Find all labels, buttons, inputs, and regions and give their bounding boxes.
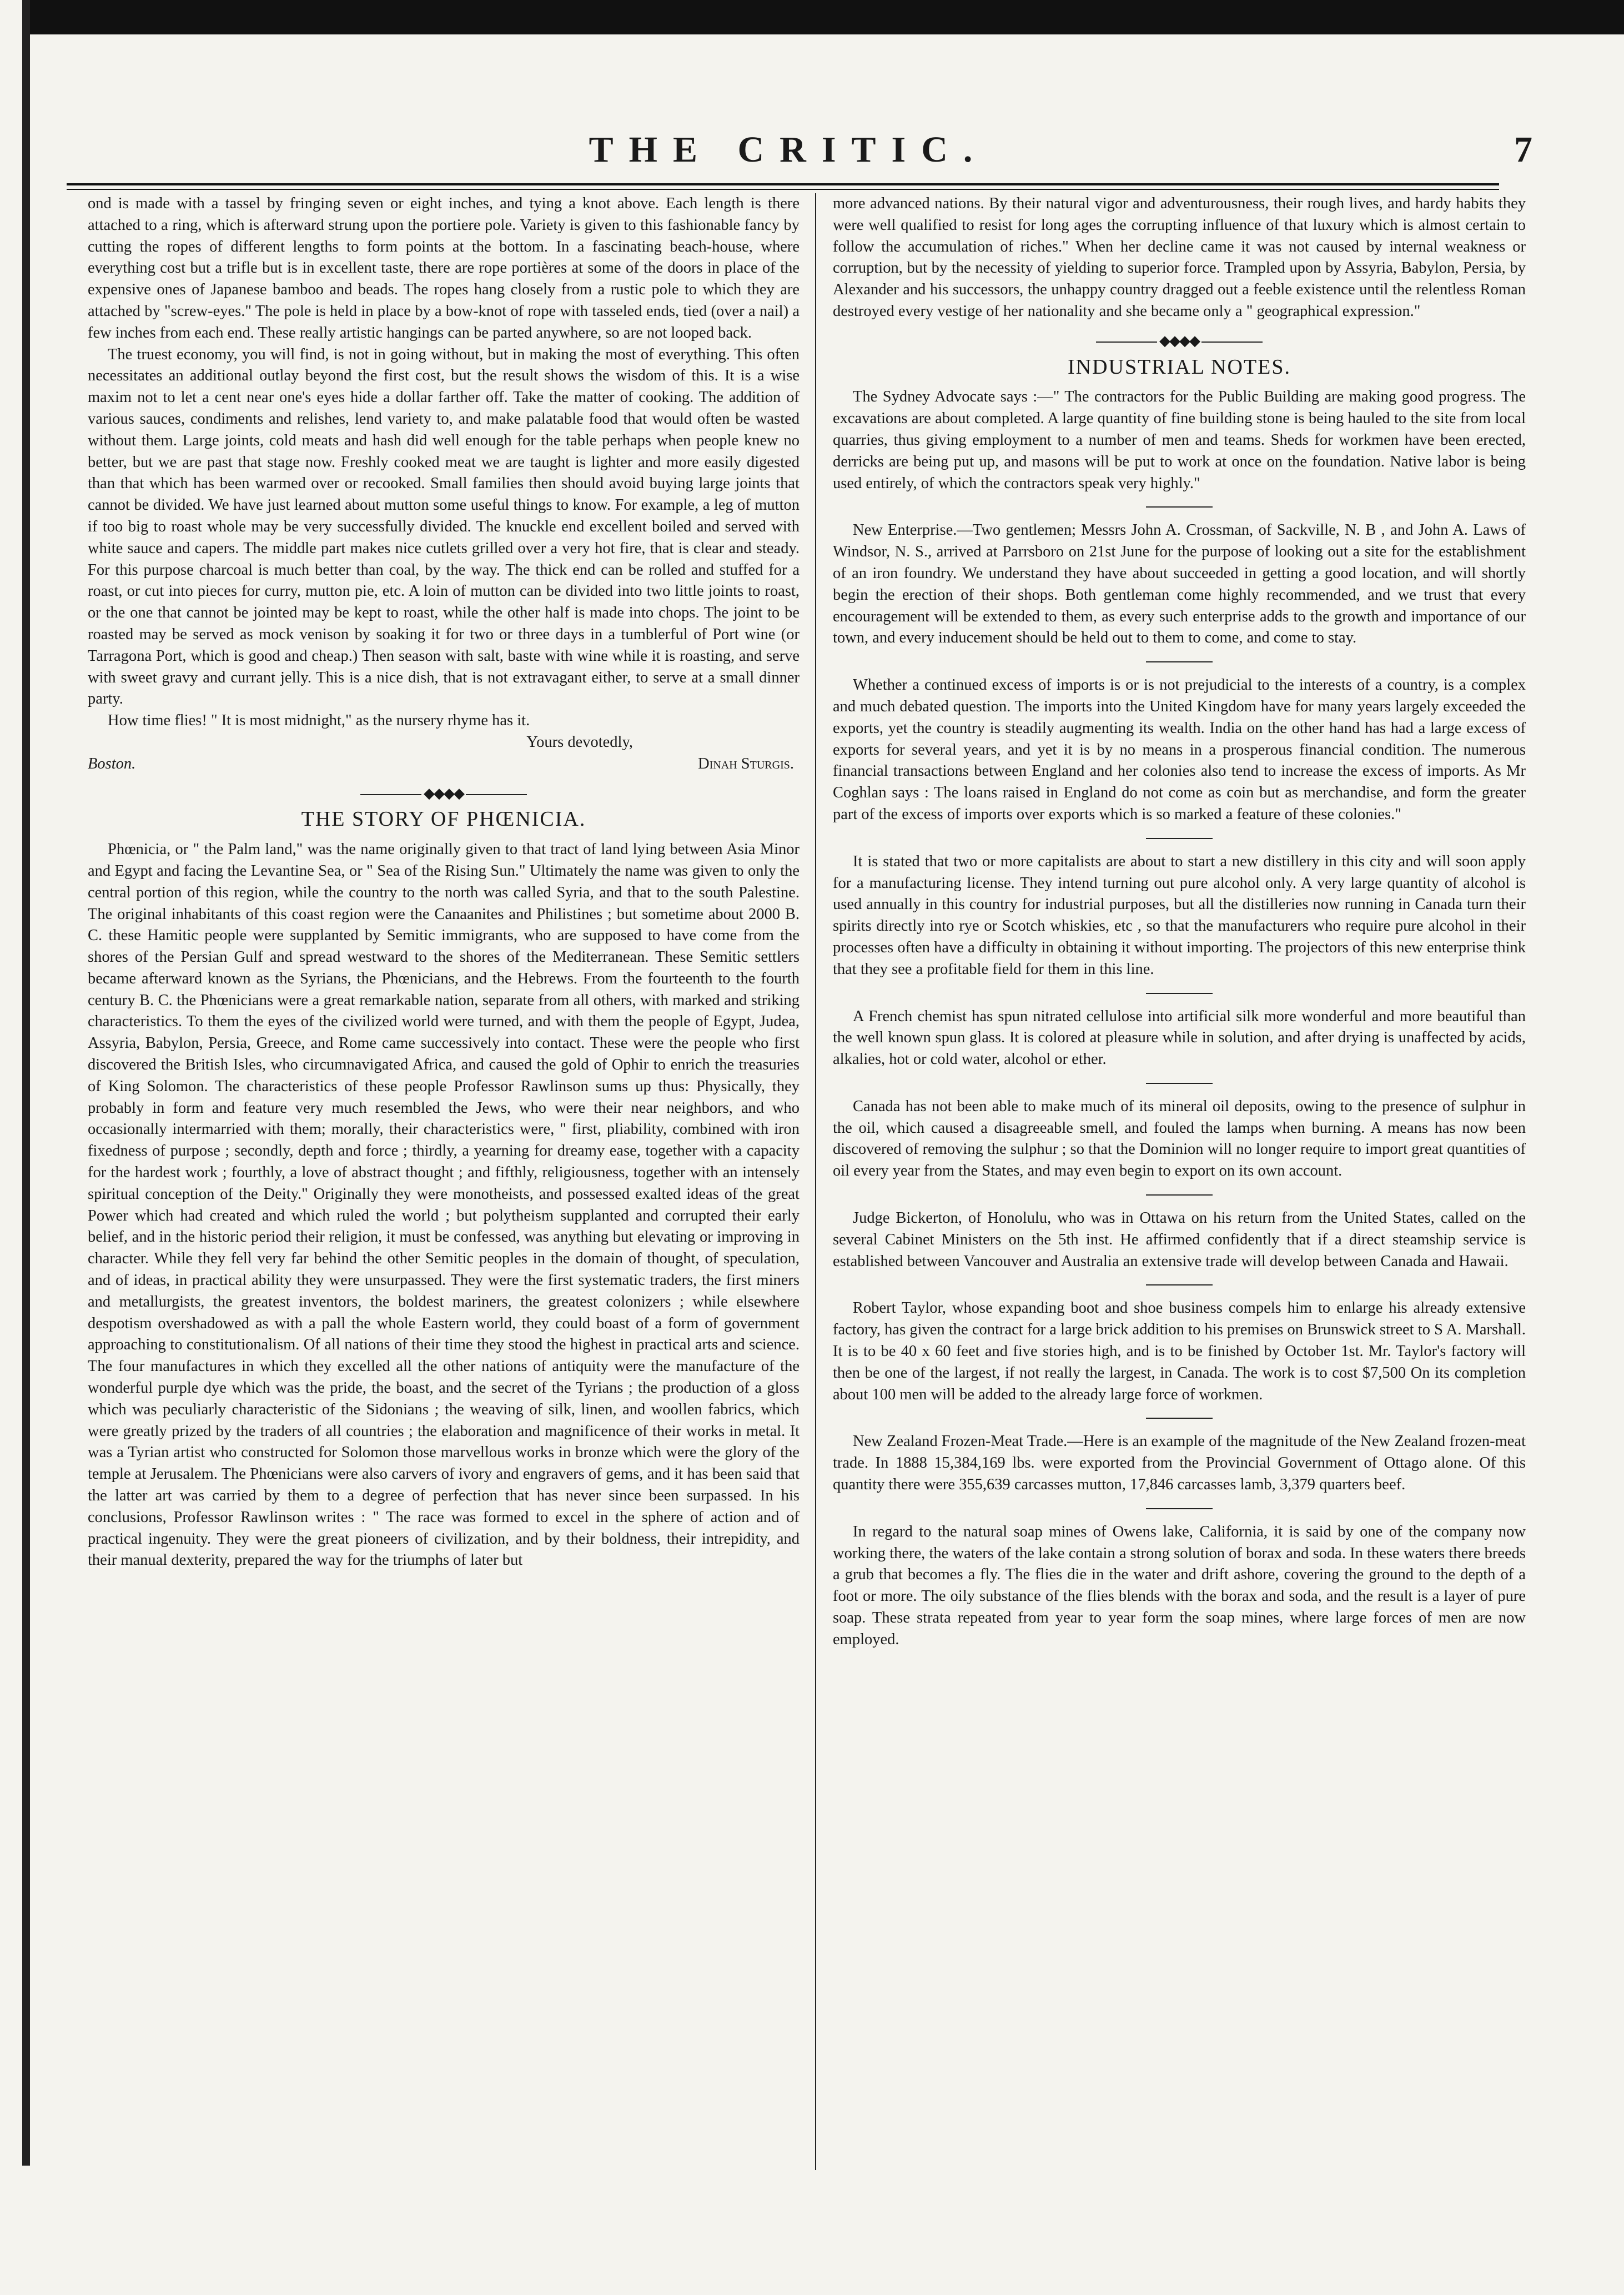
note-separator [1146, 506, 1213, 508]
note-imports: Whether a continued excess of imports is or is not prejudicial to the interests of a country, is a complex and much debated question. The imports into the United Kingdom have for many years largely exceeded the exports, yet the country is steadily augmenting its wealth. India on the other hand has had a large excess of exports for several years, and yet it is by no means in a prosperous financial condition. The numerous financial transactions between England and her colonies also tend to increase the excess of imports. As Mr Coghlan says : The loans raised in England do not come as coin but as merchandise, and form the greater part of the excess of imports over exports which is so marked a feature of these colonies." [833, 676, 1526, 823]
time-flies-paragraph: How time flies! " It is most midnight," as the nursery rhyme has it. [108, 712, 530, 730]
note-separator [1146, 1508, 1213, 1509]
note-mineral-oil: Canada has not been able to make much of its mineral oil deposits, owing to the presence of sulphur in the oil, which caused a disagreeable smell, and fouled the lamps when burning. A means has now been discovered of removing the sulphur ; so that the Dominion will no longer require to import great quantities of oil every year from the States, and may even begin to export on its own account. [833, 1097, 1526, 1180]
ornament-divider-2: ◆◆◆◆ [833, 330, 1526, 352]
note-robert-taylor: Robert Taylor, whose expanding boot and shoe business compels him to enlarge his already extensive factory, has given the contract for a large brick addition to his premises on Brunswick street to S A. Marshall. It is to be 40 x 60 feet and five stories high, and is to be finished by October 1st. Mr. Taylor's factory will then be one of the largest, if not really the largest, in Canada. The work is to cost $7,500 On its completion about 100 men will be added to the already large force of workmen. [833, 1299, 1526, 1403]
header-rule-thin [67, 189, 1499, 190]
portiere-paragraph: ond is made with a tassel by fringing seven or eight inches, and tying a knot above. Each length is there attached to a ring, which is afterward strung upon the portiere pole. Variety is given to this fashionable fancy by cutting the ropes of different lengths to form points at the bottom. In a fascinating beach-house, where everything cost but a trifle but is in excellent taste, there are rope portières at some of the doors in place of the expensive ones of Japanese bamboo and beads. The ropes hang closely from a rustic pole to which they are attached by "screw-eyes." The pole is held in place by a bow-knot of rope with tasseled ends, tied (over a nail) a few inches from each end. These really artistic hangings can be parted anywhere, so are not looped back. [88, 195, 800, 342]
note-new-enterprise: New Enterprise.—Two gentlemen; Messrs John A. Crossman, of Sackville, N. B , and John A. Laws of Windsor, N. S., arrived at Parrsboro on 21st June for the purpose of looking out a site for the establishment of an iron foundry. We understand they have about succeeded in getting a good location, and will shortly begin the erection of their shops. Both gentleman come highly recommended, and we trust that every encouragement will be extended to them, as every such enterprise adds to the growth and importance of our town, and every inducement should be held out to them to come, and come to stay. [833, 521, 1526, 647]
economy-paragraph: The truest economy, you will find, is not in going without, but in making the most of everything. This often necessitates an additional outlay beyond the first cost, but the result shows the wisdom of this. It is a wise maxim not to let a cent near one's eyes hide a dollar farther off. Take the matter of cooking. The addition of various sauces, condiments and relishes, lend variety to, and make palatable food that would often be wasted without them. Large joints, cold meats and hash did well enough for the table perhaps when people knew no better, but we are past that stage now. Freshly cooked meat we are taught is lighter and more easily digested than that which has been warmed over or recooked. Small families then should avoid buying large joints that cannot be divided. We have just learned about mutton some useful things to know. For example, a leg of mutton if too big to roast whole may be very successfully divided. The knuckle end excellent boiled and served with white sauce and capers. The middle part makes nice cutlets grilled over a very hot fire, that is clear and steady. For this purpose charcoal is much better than coal, by the way. The thick end can be rolled and stuffed for a roast, or cut into pieces for curry, mutton pie, etc. A loin of mutton can be divided into two little joints to roast, or the one that cannot be jointed may be kept to roast, while the other half is made into chops. The joint to be roasted may be served as mock venison by soaking it for two or three days in a tumblerful of Port wine (or Tarragona Port, which is good and cheap.) Then season with salt, baste with wine while it is roasting, and serve with sweet gravy and currant jelly. This is a nice dish, that is not extravagant either, to serve at a small dinner party. [88, 345, 800, 708]
ornament-divider: ◆◆◆◆ [88, 783, 800, 805]
note-separator [1146, 1418, 1213, 1419]
note-sydney-advocate: The Sydney Advocate says :—" The contractors for the Public Building are making good progress. The excavations are about completed. A large quantity of fine building stone is being hauled to the site from local quarries, thus giving employment to a number of men and teams. Sheds for workmen have been erected, derricks are being put up, and masons will be put to work at once on the foundation. Native labor is being used entirely, of which the contractors speak very highly." [833, 388, 1526, 492]
heading-story-of-phoenicia: THE STORY OF PHŒNICIA. [301, 807, 586, 831]
note-judge-bickerton: Judge Bickerton, of Honolulu, who was in Ottawa on his return from the United States, called on the several Cabinet Ministers on the 5th inst. He affirmed confidently that if a direct steamship service is established between Vancouver and Australia an extensive trade will develop between Canada and Hawaii. [833, 1209, 1526, 1270]
note-separator [1146, 1284, 1213, 1285]
heading-industrial-notes: INDUSTRIAL NOTES. [1067, 355, 1291, 379]
note-separator [1146, 838, 1213, 839]
phoenicia-paragraph: Phœnicia, or " the Palm land," was the name originally given to that tract of land lying between Asia Minor and Egypt and facing the Levantine Sea, or " Sea of the Rising Sun." Ultimately the name was given to only the central portion of this region, while the country to the north was called Syria, and that to the south Palestine. The original inhabitants of this coast region were the Canaanites and Philistines ; but sometime about 2000 B. C. these Hamitic people were supplanted by Semitic immigrants, who are supposed to have come from the shores of the Persian Gulf and spread westward to the shores of the Mediterranean. These Semitic settlers became afterward known as the Syrians, the Phœnicians, and the Hebrews. From the fourteenth to the fourth century B. C. the Phœnicians were a great remarkable nation, separate from all others, with marked and striking characteristics. To them the eyes of the civilized world were turned, and with them the people of Egypt, Judea, Assyria, Babylon, Persia, Greece, and Rome came successively into contact. These were the people who first discovered the British Isles, who circumnavigated Africa, and caused the gold of Ophir to enrich the treasuries of King Solomon. The characteristics of these people Professor Rawlinson sums up thus: Physically, they probably in form and feature very much resembled the Jews, who were their near neighbors, and who occasionally intermarried with them; morally, their characteristics were, " first, pliability, combined with iron fixedness of purpose ; secondly, depth and force ; thirdly, a yearning for dreamy ease, together with a capacity for the hardest work ; fourthly, a love of abstract thought ; and fifthly, religiousness, together with an intensely spiritual conception of the Deity." Originally they were monotheists, and possessed exalted ideas of the great Power which had created and which ruled the world ; but polytheism supplanted and corrupted their early belief, and in the historic period their religion, it must be confessed, was anything but elevating or improving in character. While they fell very far behind the other Semitic peoples in the domain of thought, of speculation, and of ideas, in practical ability they were unsurpassed. They were the first systematic traders, the first miners and metallurgists, the greatest inventors, the boldest mariners, the greatest colonizers ; while elsewhere despotism overshadowed as with a pall the whole Eastern world, they could boast of a form of government approaching to constitutionalism. Of all nations of their time they stood the highest in practical arts and science. The four manufactures in which they excelled all the other nations of antiquity were the manufacture of the wonderful purple dye which was the pride, the boast, and the secret of the Tyrians ; the production of a gloss which was peculiarly characteristic of the Sidonians ; the weaving of silk, linen, and woollen fabrics, which were greatly prized by the traders of all countries ; the elaboration and magnificence of their works in metal. It was a Tyrian artist who constructed for Solomon those marvellous works in bronze which were the glory of the temple at Jerusalem. The Phœnicians were also carvers of ivory and engravers of gems, and it has been said that the latter art was carried by them to a degree of perfection that has never since been surpassed. In his conclusions, Professor Rawlinson writes : " The race was formed to excel in the sphere of action and of practical ingenuity. They were the great pioneers of civilization, and by their boldness, their intrepidity, and their manual dexterity, prepared the way for the triumphs of later but [88, 841, 800, 1569]
left-column [88, 193, 800, 1571]
note-separator [1146, 993, 1213, 994]
note-separator [1146, 1194, 1213, 1196]
running-title: THE CRITIC. [589, 129, 988, 170]
page-header [67, 129, 1532, 173]
note-separator [1146, 661, 1213, 662]
note-new-zealand: New Zealand Frozen-Meat Trade.—Here is an example of the magnitude of the New Zealand frozen-meat trade. In 1888 15,384,169 lbs. were exported from the Provincial Government of Ottago alone. Of this quantity there were 355,639 carcasses mutton, 17,846 carcasses lamb, 3,379 quarters beef. [833, 1433, 1526, 1494]
note-distillery: It is stated that two or more capitalists are about to start a new distillery in this city and will soon apply for a manufacturing license. They intend turning out pure alcohol only. A very large quantity of alcohol is used annually in this country for industrial purposes, but all the distilleries now running in Canada turn their spirits directly into rye or Scotch whiskies, etc , so that the manufacturers who require pure alcohol in their processes often have a difficulty in obtaining it without importing. The projectors of this new enterprise think that they see a profitable field for them in this line. [833, 852, 1526, 978]
left-page-edge [22, 0, 30, 2166]
signature-line [88, 754, 800, 775]
top-black-bar [22, 0, 1624, 34]
signature-name: Dinah Sturgis. [698, 755, 794, 772]
signature-place: Boston. [88, 755, 136, 772]
yours-devotedly: Yours devotedly, [526, 733, 633, 751]
column-divider [815, 193, 816, 2170]
header-rule [67, 183, 1499, 185]
page-number: 7 [1514, 129, 1532, 170]
phoenicia-continuation: more advanced nations. By their natural vigor and adventurousness, their rough lives, and hardy habits they were well qualified to resist for long ages the corrupting influence of that luxury which is almost certain to follow the accumulation of riches." When her decline came it was not caused by internal weakness or corruption, but by the necessity of yielding to superior force. Trampled upon by Assyria, Babylon, Persia, by Alexander and his successors, the unhappy country dragged out a feeble existence until the relentless Roman destroyed every vestige of her nationality and she became only a " geographical expression." [833, 195, 1526, 320]
right-column [833, 193, 1526, 1651]
note-soap-mines: In regard to the natural soap mines of Owens lake, California, it is said by one of the company now working there, the waters of the lake contain a strong solution of borax and soda. In these waters there breeds a grub that becomes a fly. The flies die in the water and drift ashore, covering the ground to the depth of a foot or more. The oily substance of the flies blends with the borax and soda, and the result is a layer of pure soap. These strata repeated from year to year form the soap mines, where large forces of men are now employed. [833, 1523, 1526, 1648]
note-separator [1146, 1083, 1213, 1084]
note-artificial-silk: A French chemist has spun nitrated cellulose into artificial silk more wonderful and more beautiful than the well known spun glass. It is colored at pleasure while in solution, and after drying is unaffected by acids, alkalies, hot or cold water, alcohol or ether. [833, 1007, 1526, 1068]
